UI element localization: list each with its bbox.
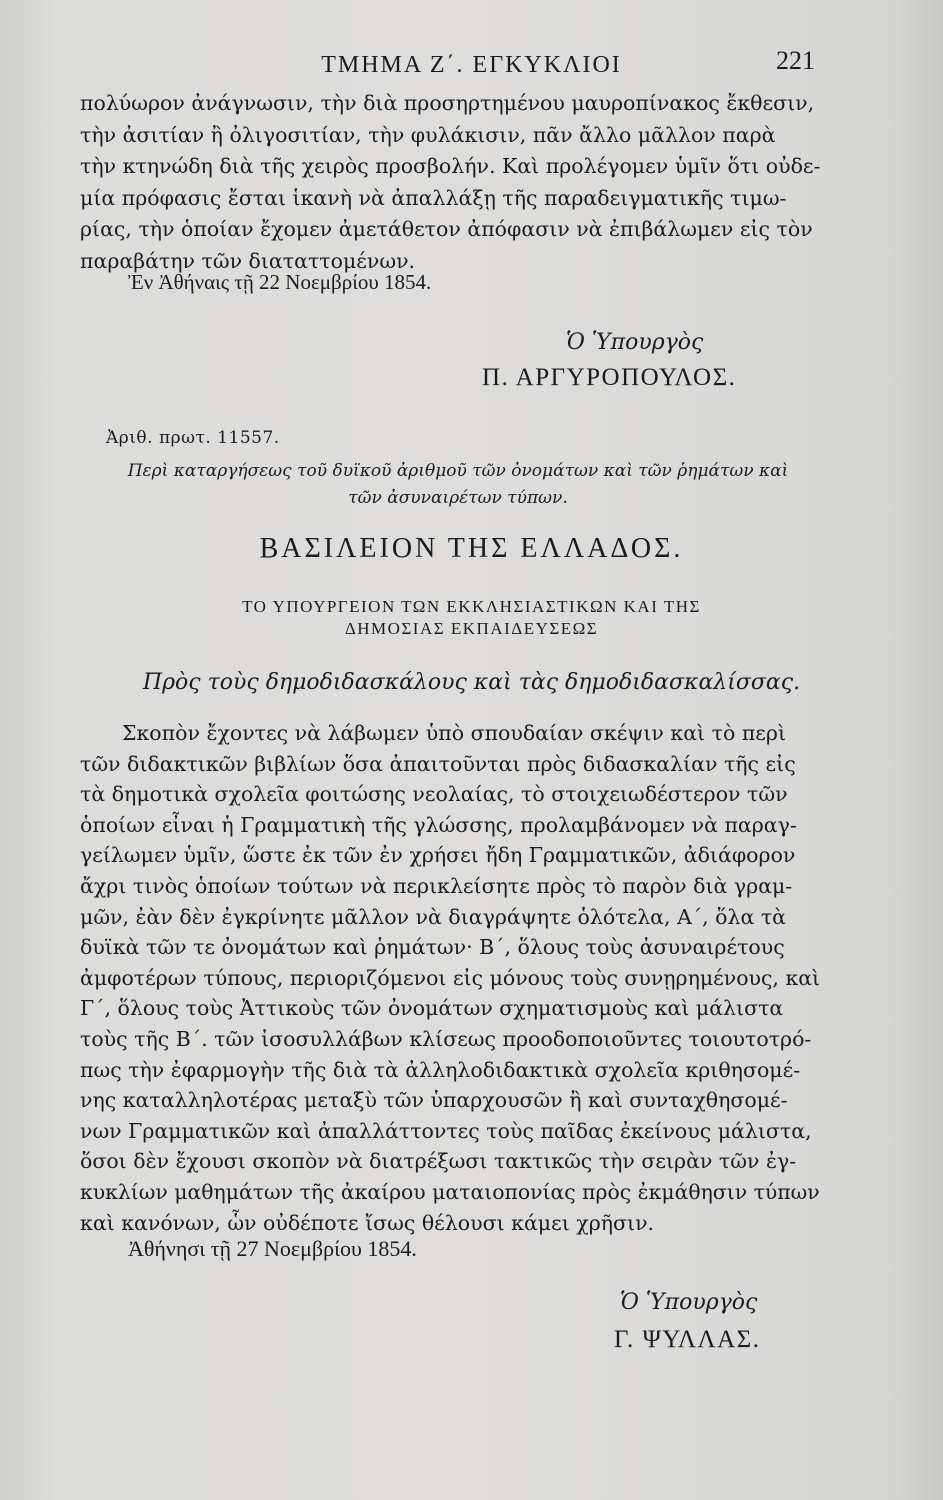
ministry-line: ΔΗΜΟΣΙΑΣ ΕΚΠΑΙΔΕΥΣΕΩΣ xyxy=(344,619,599,638)
page-number: 221 xyxy=(776,46,815,75)
subject-line: Περὶ καταργήσεως τοῦ δυϊκοῦ ἀριθμοῦ τῶν ὀνομάτων καὶ τῶν ῥημάτων καὶ xyxy=(127,461,789,481)
running-header: ΤΜΗΜΑ Ζ΄. ΕΓΚΥΚΛΙΟΙ xyxy=(321,52,622,78)
subject-line: τῶν ἀσυναιρέτων τύπων. xyxy=(348,488,568,508)
first-signature-title: Ὁ Ὑπουργὸς xyxy=(566,330,704,355)
text-line: Γ΄, ὅλους τοὺς Ἀττικοὺς τῶν ὀνομάτων σχηματισμοὺς καὶ μάλιστα xyxy=(80,996,784,1021)
text-line: νων Γραμματικῶν καὶ ἀπαλλάττοντες τοὺς παῖδας ἐκείνους μάλιστα, xyxy=(80,1118,812,1143)
text-line: Σκοπὸν ἔχοντες νὰ λάβωμεν ὑπὸ σπουδαίαν σκέψιν καὶ τὸ περὶ xyxy=(122,721,786,745)
text-line: τὰ δημοτικὰ σχολεῖα φοιτώσης νεολαίας, τὸ στοιχειωδέστερον τῶν xyxy=(80,782,788,807)
first-signature-name: Π. ΑΡΓΥΡΟΠΟΥΛΟΣ. xyxy=(482,364,737,391)
text-line: τὴν κτηνώδη διὰ τῆς χειρὸς προσβολήν. Καὶ προλέγομεν ὑμῖν ὅτι οὐδε- xyxy=(80,154,821,179)
ministry-line: ΤΟ ΥΠΟΥΡΓΕΙΟΝ ΤΩΝ ΕΚΚΛΗΣΙΑΣΤΙΚΩΝ ΚΑΙ ΤΗΣ xyxy=(242,597,701,616)
decree-subject xyxy=(108,458,808,512)
text-line: ὁποίων εἶναι ἡ Γραμματικὴ τῆς γλώσσης, προλαμβάνομεν νὰ παραγ- xyxy=(80,812,797,837)
text-line: γείλωμεν ὑμῖν, ὥστε ἐκ τῶν ἐν χρήσει ἤδη Γραμματικῶν, ἀδιάφορον xyxy=(80,843,796,868)
text-line: δυϊκὰ τῶν τε ὀνομάτων καὶ ῥημάτων· Β΄, ὅλους τοὺς ἀσυναιρέτους xyxy=(80,935,785,960)
text-line: τὴν ἀσιτίαν ἢ ὀλιγοσιτίαν, τὴν φυλάκισιν, πᾶν ἄλλο μᾶλλον παρὰ xyxy=(80,122,776,147)
kingdom-heading: ΒΑΣΙΛΕΙΟΝ ΤΗΣ ΕΛΛΑΔΟΣ. xyxy=(259,533,684,564)
protocol-number: Ἀριθ. πρωτ. 11557. xyxy=(106,428,280,448)
text-line: ἄχρι τινὸς ὁποίων τούτων νὰ περικλείσητε πρὸς τὸ παρὸν διὰ γραμ- xyxy=(80,873,793,898)
text-line: παραβάτην τῶν διαταττομένων. xyxy=(80,248,416,273)
text-line: μία πρόφασις ἔσται ἱκανὴ νὰ ἀπαλλάξῃ τῆς παραδειγματικῆς τιμω- xyxy=(80,185,787,210)
text-line: τοὺς τῆς Β΄. τῶν ἰσοσυλλάβων κλίσεως προοδοποιοῦντες τοιουτοτρό- xyxy=(80,1026,812,1051)
first-decree-text xyxy=(80,88,820,278)
text-line: καὶ κανόνων, ὧν οὐδέποτε ἴσως θέλουσι κάμει χρῆσιν. xyxy=(80,1210,655,1235)
ministry-heading xyxy=(150,596,793,640)
text-line: πολύωρον ἀνάγνωσιν, τὴν διὰ προσηρτημένου μαυροπίνακος ἔκθεσιν, xyxy=(80,91,815,115)
text-line: κυκλίων μαθημάτων τῆς ἀκαίρου ματαιοπονίας πρὸς ἐκμάθησιν τύπων xyxy=(80,1179,820,1204)
text-line: ὅσοι δὲν ἔχουσι σκοπὸν νὰ διατρέξωσι τακτικῶς τὴν σειρὰν τῶν ἐγ- xyxy=(80,1149,797,1174)
text-line: ρίας, τὴν ὁποίαν ἔχομεν ἀμετάθετον ἀπόφασιν νὰ ἐπιβάλωμεν εἰς τὸν xyxy=(80,217,813,242)
text-line: νης καταλληλοτέρας μεταξὺ τῶν ὑπαρχουσῶν ἢ καὶ συνταχθησομέ- xyxy=(80,1088,788,1113)
second-signature-title: Ὁ Ὑπουργὸς xyxy=(620,1290,758,1315)
address-line: Πρὸς τοὺς δημοδιδασκάλους καὶ τὰς δημοδιδασκαλίσσας. xyxy=(142,670,801,695)
first-decree-date: Ἐν Ἀθήναις τῇ 22 Νοεμβρίου 1854. xyxy=(128,270,432,294)
second-decree-date: Ἀθήνησι τῇ 27 Νοεμβρίου 1854. xyxy=(128,1236,417,1261)
text-line: τῶν διδακτικῶν βιβλίων ὅσα ἀπαιτοῦνται πρὸς διδασκαλίαν τῆς εἰς xyxy=(80,751,796,776)
text-line: ἀμφοτέρων τύπους, περιοριζόμενοι εἰς μόνους τοὺς συνῃρημένους, καὶ xyxy=(80,965,821,990)
text-line: πως τὴν ἐφαρμογὴν τῆς διὰ τὰ ἀλληλοδιδακτικὰ σχολεῖα κριθησομέ- xyxy=(80,1057,801,1082)
text-line: μῶν, ἐὰν δὲν ἐγκρίνητε μᾶλλον νὰ διαγράψητε ὁλότελα, Α΄, ὅλα τὰ xyxy=(80,904,787,929)
second-signature-name: Γ. ΨΥΛΛΑΣ. xyxy=(614,1326,761,1353)
second-decree-text xyxy=(80,718,820,1238)
